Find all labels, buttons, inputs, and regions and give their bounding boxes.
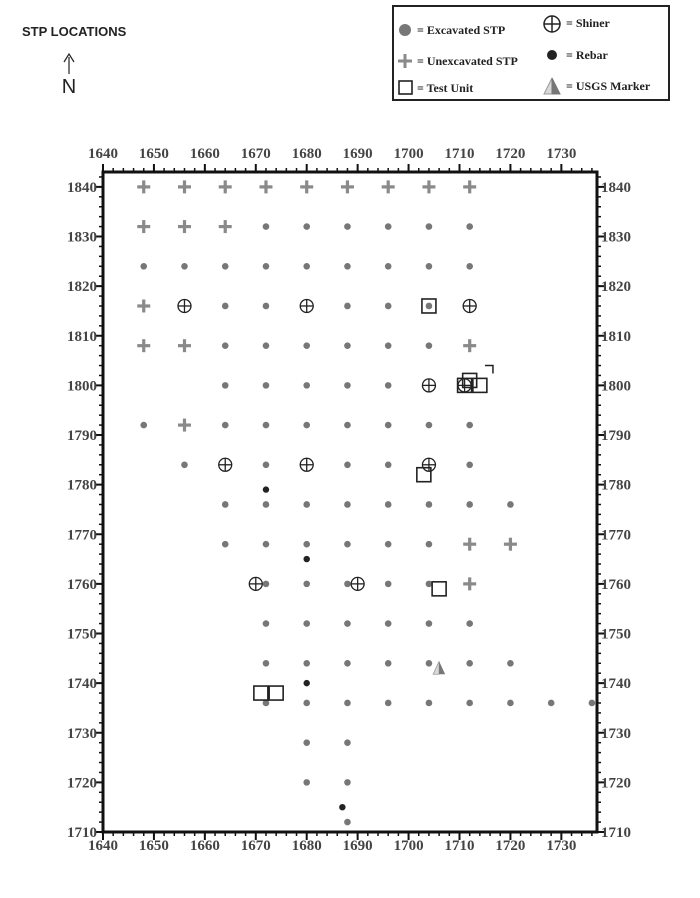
test-unit-point xyxy=(269,686,283,700)
y-tick-label-right: 1720 xyxy=(601,775,631,792)
excavated-stp-point xyxy=(344,581,351,588)
unexcavated-stp-point xyxy=(382,180,395,193)
unexcavated-stp-point xyxy=(178,180,191,193)
excavated-stp-point xyxy=(385,620,392,627)
unexcavated-stp-point xyxy=(137,299,150,312)
page-title: STP LOCATIONS xyxy=(22,24,127,39)
excavated-stp-point xyxy=(426,501,433,508)
excavated-stp-point xyxy=(344,779,351,786)
unexcavated-stp-point xyxy=(137,220,150,233)
x-tick-label-top: 1700 xyxy=(393,146,424,162)
excavated-stp-point xyxy=(426,303,433,310)
y-tick-label-left: 1710 xyxy=(67,825,97,841)
shiner-point xyxy=(300,299,313,312)
excavated-stp-point xyxy=(222,422,229,429)
usgs-marker-left xyxy=(433,661,439,674)
x-tick-label-bottom: 1670 xyxy=(240,838,271,854)
excavated-stp-point xyxy=(263,303,270,310)
x-tick-label-top: 1670 xyxy=(240,146,271,162)
excavated-stp-point xyxy=(181,461,188,468)
excavated-stp-point xyxy=(222,501,229,508)
excavated-stp-point xyxy=(140,422,147,429)
north-arrow xyxy=(62,54,76,98)
x-tick-label-top: 1720 xyxy=(495,146,526,162)
unexcavated-stp-point xyxy=(219,220,232,233)
unexcavated-stp-point xyxy=(422,180,435,193)
corner-bracket-annotation xyxy=(485,366,493,374)
y-tick-label-right: 1830 xyxy=(601,229,631,246)
excavated-stp-point xyxy=(263,620,270,627)
excavated-stp-point xyxy=(589,700,596,707)
excavated-stp-point xyxy=(344,660,351,667)
legend-unexcavated-label: = Unexcavated STP xyxy=(417,54,518,68)
test-unit-point xyxy=(432,582,446,596)
excavated-stp-point xyxy=(466,223,473,230)
excavated-stp-point xyxy=(303,620,310,627)
excavated-stp-point xyxy=(466,700,473,707)
excavated-stp-point xyxy=(303,581,310,588)
shiner-point xyxy=(422,458,435,471)
y-tick-label-right: 1800 xyxy=(601,378,631,395)
shiner-point xyxy=(300,458,313,471)
excavated-stp-point xyxy=(222,382,229,389)
test-unit-point xyxy=(254,686,268,700)
excavated-stp-point xyxy=(344,461,351,468)
excavated-stp-point xyxy=(303,739,310,746)
excavated-stp-point xyxy=(385,263,392,270)
unexcavated-stp-point xyxy=(219,180,232,193)
y-tick-label-left: 1810 xyxy=(67,328,97,345)
excavated-stp-point xyxy=(385,581,392,588)
excavated-stp-point xyxy=(507,501,514,508)
y-tick-label-left: 1840 xyxy=(67,179,97,196)
excavated-stp-point xyxy=(426,263,433,270)
shiner-point xyxy=(463,299,476,312)
excavated-stp-point xyxy=(466,461,473,468)
x-tick-label-top: 1680 xyxy=(291,146,322,162)
unexcavated-stp-point xyxy=(137,180,150,193)
shiner-point xyxy=(422,379,435,392)
excavated-stp-point xyxy=(303,342,310,349)
unexcavated-stp-point xyxy=(178,419,191,432)
legend-rebar-label: = Rebar xyxy=(566,48,608,62)
excavated-stp-point xyxy=(344,303,351,310)
rebar-point xyxy=(263,486,269,492)
excavated-stp-point xyxy=(344,223,351,230)
y-tick-label-right: 1740 xyxy=(601,676,631,693)
excavated-stp-point xyxy=(303,501,310,508)
unexcavated-stp-point xyxy=(178,220,191,233)
excavated-stp-point xyxy=(344,620,351,627)
x-tick-label-bottom: 1650 xyxy=(138,838,169,854)
excavated-stp-point xyxy=(385,342,392,349)
x-tick-label-bottom: 1720 xyxy=(495,838,526,854)
excavated-stp-point xyxy=(426,342,433,349)
x-tick-label-top: 1640 xyxy=(88,146,118,162)
y-tick-label-left: 1780 xyxy=(67,477,97,494)
excavated-stp-point xyxy=(263,660,270,667)
excavated-stp-point xyxy=(385,461,392,468)
excavated-stp-point xyxy=(303,263,310,270)
y-tick-label-right: 1770 xyxy=(601,527,631,544)
rebar-point xyxy=(304,680,310,686)
excavated-stp-point xyxy=(303,382,310,389)
excavated-stp-point xyxy=(426,581,433,588)
shiner-point xyxy=(458,379,471,392)
excavated-stp-point xyxy=(385,700,392,707)
x-tick-label-top: 1690 xyxy=(342,146,373,162)
excavated-stp-point xyxy=(303,660,310,667)
excavated-stp-point xyxy=(385,303,392,310)
excavated-stp-point xyxy=(385,501,392,508)
shiner-point xyxy=(249,577,262,590)
excavated-stp-point xyxy=(385,660,392,667)
unexcavated-stp-point xyxy=(178,339,191,352)
excavated-stp-point xyxy=(466,422,473,429)
y-tick-label-right: 1780 xyxy=(601,477,631,494)
excavated-stp-point xyxy=(385,541,392,548)
excavated-stp-point xyxy=(426,660,433,667)
excavated-stp-point xyxy=(303,541,310,548)
excavated-stp-point xyxy=(263,581,270,588)
y-tick-label-right: 1730 xyxy=(601,725,631,742)
y-tick-label-left: 1730 xyxy=(67,725,97,742)
x-tick-label-top: 1650 xyxy=(138,146,169,162)
y-tick-label-left: 1800 xyxy=(67,378,97,395)
excavated-stp-point xyxy=(344,263,351,270)
unexcavated-stp-point xyxy=(504,538,517,551)
excavated-stp-point xyxy=(426,700,433,707)
excavated-stp-point xyxy=(222,342,229,349)
excavated-stp-point xyxy=(344,739,351,746)
excavated-stp-point xyxy=(426,422,433,429)
y-tick-label-left: 1770 xyxy=(67,527,97,544)
excavated-stp-point xyxy=(344,422,351,429)
excavated-stp-point xyxy=(466,263,473,270)
legend-test-unit-label: = Test Unit xyxy=(417,81,474,95)
excavated-stp-point xyxy=(263,501,270,508)
x-tick-label-top: 1660 xyxy=(189,146,220,162)
y-tick-label-right: 1840 xyxy=(601,179,631,196)
x-tick-label-bottom: 1730 xyxy=(546,838,577,854)
unexcavated-stp-point xyxy=(463,180,476,193)
y-tick-label-left: 1820 xyxy=(67,279,97,296)
rebar-point xyxy=(304,556,310,562)
excavated-stp-point xyxy=(344,382,351,389)
y-tick-label-left: 1720 xyxy=(67,775,97,792)
excavated-stp-point xyxy=(466,501,473,508)
usgs-marker-point xyxy=(433,661,445,674)
excavated-stp-point xyxy=(263,342,270,349)
unexcavated-stp-point xyxy=(259,180,272,193)
unexcavated-stp-point xyxy=(463,339,476,352)
excavated-stp-point xyxy=(385,422,392,429)
x-tick-label-top: 1710 xyxy=(444,146,475,162)
excavated-stp-point xyxy=(222,263,229,270)
excavated-stp-point xyxy=(303,223,310,230)
excavated-stp-point xyxy=(507,700,514,707)
excavated-stp-point xyxy=(303,422,310,429)
excavated-stp-point xyxy=(426,541,433,548)
plot-frame xyxy=(103,172,597,832)
excavated-stp-point xyxy=(263,382,270,389)
shiner-point xyxy=(178,299,191,312)
excavated-stp-point xyxy=(466,620,473,627)
excavated-stp-point xyxy=(344,819,351,826)
x-tick-label-bottom: 1710 xyxy=(444,838,475,854)
test-unit-point xyxy=(473,378,487,392)
y-tick-label-left: 1790 xyxy=(67,428,97,445)
excavated-stp-point xyxy=(344,342,351,349)
excavated-stp-point xyxy=(263,461,270,468)
legend-shiner-label: = Shiner xyxy=(566,16,610,30)
unexcavated-stp-point xyxy=(300,180,313,193)
excavated-stp-point xyxy=(507,660,514,667)
y-tick-label-right: 1820 xyxy=(601,279,631,296)
unexcavated-stp-point xyxy=(463,577,476,590)
y-tick-label-right: 1760 xyxy=(601,576,631,593)
y-tick-label-left: 1830 xyxy=(67,229,97,246)
excavated-stp-point xyxy=(263,541,270,548)
x-tick-label-bottom: 1640 xyxy=(88,838,118,854)
excavated-stp-point xyxy=(263,263,270,270)
y-tick-label-right: 1810 xyxy=(601,328,631,345)
unexcavated-stp-point xyxy=(463,538,476,551)
excavated-stp-point xyxy=(222,541,229,548)
x-tick-label-bottom: 1690 xyxy=(342,838,373,854)
excavated-stp-point xyxy=(140,263,147,270)
legend-usgs-label: = USGS Marker xyxy=(566,79,651,93)
y-tick-label-left: 1750 xyxy=(67,626,97,643)
y-tick-label-right: 1750 xyxy=(601,626,631,643)
shiner-point xyxy=(219,458,232,471)
x-tick-label-bottom: 1700 xyxy=(393,838,424,854)
excavated-stp-point xyxy=(426,620,433,627)
legend-excavated-label: = Excavated STP xyxy=(417,23,506,37)
excavated-stp-point xyxy=(263,422,270,429)
excavated-stp-point xyxy=(466,660,473,667)
excavated-stp-point xyxy=(344,501,351,508)
north-arrow-label: N xyxy=(61,76,77,98)
y-tick-label-left: 1740 xyxy=(67,676,97,693)
excavated-stp-point xyxy=(385,223,392,230)
excavated-stp-point xyxy=(344,700,351,707)
excavated-stp-point xyxy=(303,700,310,707)
excavated-stp-point xyxy=(426,223,433,230)
x-tick-label-bottom: 1660 xyxy=(189,838,220,854)
x-tick-label-top: 1730 xyxy=(546,146,577,162)
usgs-marker-right xyxy=(439,661,445,674)
excavated-stp-point xyxy=(222,303,229,310)
excavated-stp-point xyxy=(303,779,310,786)
y-tick-label-left: 1760 xyxy=(67,576,97,593)
y-tick-label-right: 1710 xyxy=(601,825,631,841)
excavated-stp-point xyxy=(385,382,392,389)
unexcavated-stp-point xyxy=(341,180,354,193)
excavated-stp-point xyxy=(344,541,351,548)
y-tick-label-right: 1790 xyxy=(601,428,631,445)
excavated-stp-point xyxy=(263,223,270,230)
excavated-stp-point xyxy=(548,700,555,707)
x-tick-label-bottom: 1680 xyxy=(291,838,322,854)
rebar-point xyxy=(339,804,345,810)
shiner-point xyxy=(351,577,364,590)
unexcavated-stp-point xyxy=(137,339,150,352)
excavated-stp-point xyxy=(181,263,188,270)
